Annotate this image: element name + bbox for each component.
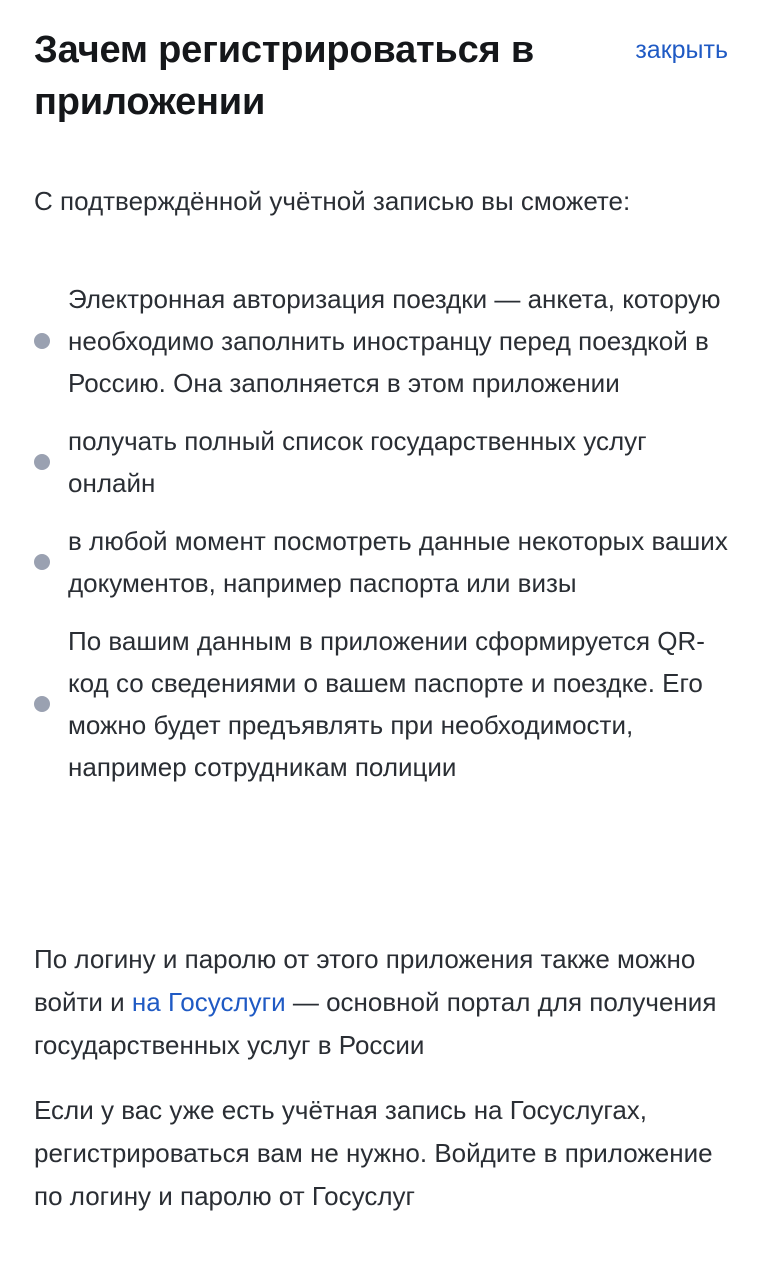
existing-account-paragraph: Если у вас уже есть учётная запись на Госуслугах, регистрироваться вам не нужно. Войдите в приложение по логину и паролю от Госуслуг [34,1095,713,1211]
benefits-list [34,278,734,804]
list-item-text: Электронная авторизация поездки — анкета, которую необходимо заполнить иностранцу перед поездкой в Россию. Она заполняется в этом приложении [68,284,721,398]
list-item-text: По вашим данным в приложении сформируется QR-код со сведениями о вашем паспорте и поездке. Его можно будет предъявлять при необходимости, например сотрудникам полиции [68,626,705,782]
list-item [34,520,734,604]
bullet-dot-icon [34,333,50,349]
list-item [34,620,734,788]
list-item-text: в любой момент посмотреть данные некоторых ваших документов, например паспорта или визы [68,526,728,598]
bullet-dot-icon [34,554,50,570]
login-info-paragraph [34,938,724,1067]
gosuslugi-link[interactable]: на Госуслуги [131,987,286,1017]
login-info-text-start: По логину и паролю от этого приложения также можно войти и [34,944,696,1017]
bullet-dot-icon [34,454,50,470]
login-info-text-end: — основной портал для получения государственных услуг в России [34,987,717,1060]
intro-text: С подтверждённой учётной записью вы сможете: [34,186,631,216]
page-title: Зачем регистрироваться в приложении [34,29,535,123]
header [34,24,728,134]
list-item [34,420,734,504]
bullet-dot-icon [34,696,50,712]
list-item-text: получать полный список государственных услуг онлайн [68,426,647,498]
list-item [34,278,734,404]
close-link[interactable]: закрыть [635,36,728,64]
